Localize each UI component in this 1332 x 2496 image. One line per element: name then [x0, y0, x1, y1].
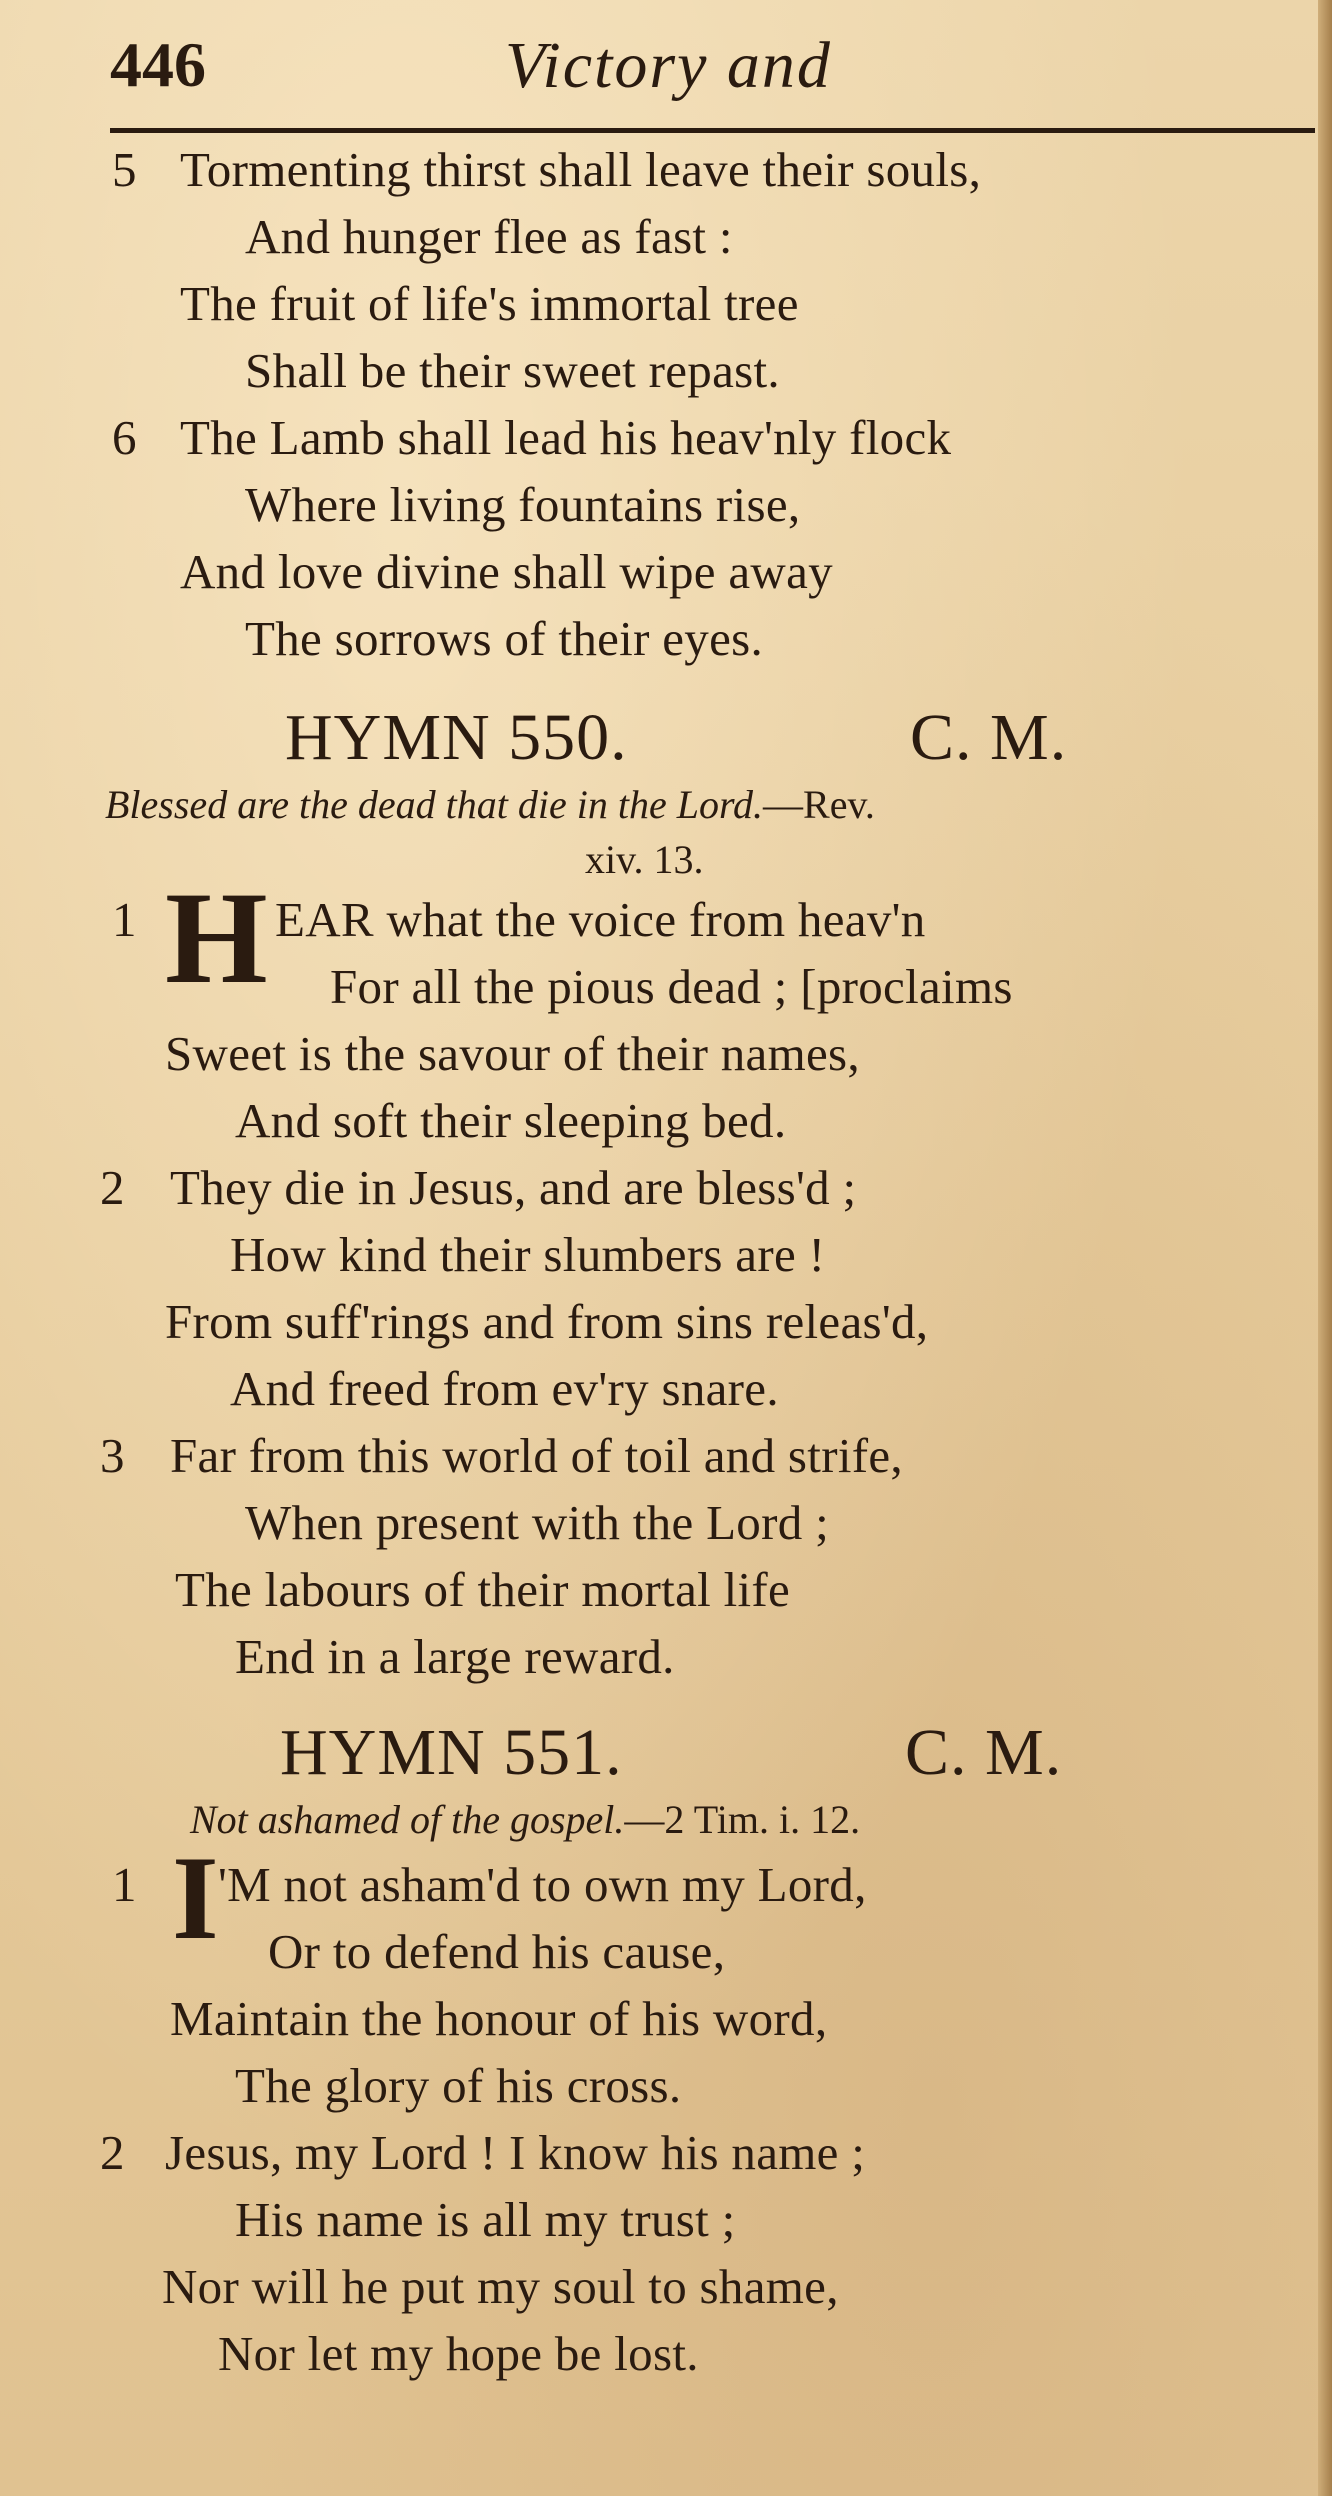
- hymn-subtitle: [105, 782, 875, 827]
- hymn-heading: HYMN 551.: [280, 1716, 623, 1789]
- header-rule: [110, 128, 1315, 133]
- scripture-chapter: xiv. 13.: [585, 837, 704, 882]
- verse-line: They die in Jesus, and are bless'd ;: [170, 1160, 857, 1215]
- verse-line: From suff'rings and from sins releas'd,: [165, 1294, 929, 1349]
- hymn-heading: HYMN 550.: [285, 701, 628, 774]
- verse-line: Where living fountains rise,: [245, 477, 801, 532]
- scripture-reference: —Rev.: [763, 782, 875, 827]
- stanza-number: 6: [112, 410, 137, 465]
- verse-line: Shall be their sweet repast.: [245, 343, 780, 398]
- hymn-subtitle: [190, 1797, 861, 1842]
- stanza-number: 2: [100, 2125, 125, 2180]
- verse-line: And soft their sleeping bed.: [235, 1093, 787, 1148]
- verse-line: The fruit of life's immortal tree: [180, 276, 799, 331]
- verse-line: 'M not asham'd to own my Lord,: [218, 1857, 867, 1912]
- stanza-number: 3: [100, 1428, 125, 1483]
- verse-line: The sorrows of their eyes.: [245, 611, 764, 666]
- verse-line: Maintain the honour of his word,: [170, 1991, 828, 2046]
- subtitle-text: Blessed are the dead that die in the Lord.: [105, 782, 764, 827]
- stanza-number: 1: [112, 1857, 137, 1912]
- page-edge: [1318, 0, 1332, 2496]
- verse-line: The Lamb shall lead his heav'nly flock: [180, 410, 952, 465]
- verse-line: The labours of their mortal life: [175, 1562, 791, 1617]
- stanza-number: 2: [100, 1160, 125, 1215]
- hymn-meter: C. M.: [905, 1716, 1063, 1789]
- stanza-number: 5: [112, 142, 137, 197]
- verse-line: And freed from ev'ry snare.: [230, 1361, 779, 1416]
- page-number: 446: [110, 29, 206, 100]
- verse-line: And love divine shall wipe away: [180, 544, 833, 599]
- verse-line: For all the pious dead ; [proclaims: [330, 959, 1013, 1014]
- verse-line: Tormenting thirst shall leave their souls,: [180, 142, 982, 197]
- running-title: Victory and: [505, 29, 832, 102]
- verse-line: Nor let my hope be lost.: [218, 2326, 699, 2381]
- drop-cap: I: [172, 1831, 219, 1964]
- verse-line: Nor will he put my soul to shame,: [162, 2259, 839, 2314]
- verse-line: Far from this world of toil and strife,: [170, 1428, 903, 1483]
- hymn-meter: C. M.: [910, 701, 1068, 774]
- scripture-reference: —2 Tim. i. 12.: [624, 1797, 861, 1842]
- verse-line: EAR what the voice from heav'n: [275, 892, 926, 947]
- verse-line: The glory of his cross.: [235, 2058, 682, 2113]
- verse-line: When present with the Lord ;: [245, 1495, 829, 1550]
- verse-line: Jesus, my Lord ! I know his name ;: [165, 2125, 866, 2180]
- verse-line: Or to defend his cause,: [268, 1924, 726, 1979]
- verse-line: End in a large reward.: [235, 1629, 675, 1684]
- verse-line: How kind their slumbers are !: [230, 1227, 826, 1282]
- scripture-reference-continued: [585, 837, 704, 882]
- stanza-number: 1: [112, 892, 137, 947]
- verse-line: His name is all my trust ;: [235, 2192, 736, 2247]
- subtitle-text: Not ashamed of the gospel.: [190, 1797, 625, 1842]
- verse-line: Sweet is the savour of their names,: [165, 1026, 860, 1081]
- drop-cap: H: [165, 864, 268, 1011]
- verse-line: And hunger flee as fast :: [245, 209, 733, 264]
